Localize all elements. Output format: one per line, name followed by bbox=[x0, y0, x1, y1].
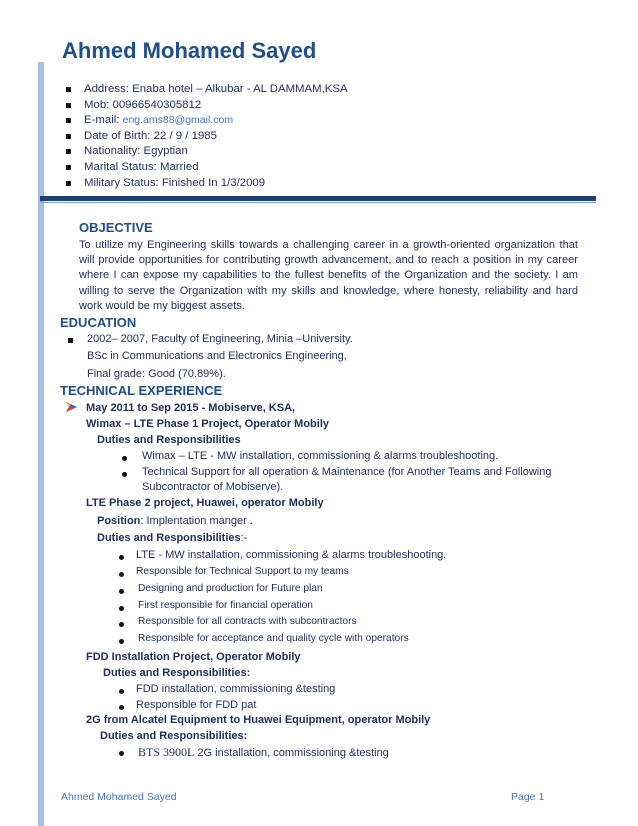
duty-3-2: Responsible for FDD pat bbox=[136, 699, 257, 711]
position-line bbox=[97, 515, 253, 527]
info-address: Address: Enaba hotel – Alkubar - AL DAMMAM,KSA bbox=[64, 82, 348, 98]
education-line-2: BSc in Communications and Electronics Engineering, bbox=[87, 350, 347, 362]
duty-2-3: Designing and production for Future plan bbox=[138, 583, 323, 594]
email-label: E-mail: bbox=[84, 114, 123, 127]
duty-1-1: Wimax – LTE - MW installation, commissioning & alarms troubleshooting. bbox=[142, 450, 499, 462]
duty-4-1-model: BTS 3900L bbox=[138, 745, 195, 759]
duty-4-1 bbox=[138, 745, 389, 760]
bullet-dot bbox=[119, 689, 124, 694]
personal-info-list bbox=[64, 82, 348, 191]
bullet-dot bbox=[119, 639, 124, 644]
project-3-title: FDD Installation Project, Operator Mobily bbox=[86, 651, 301, 663]
bullet-dot bbox=[119, 589, 124, 594]
left-accent-bar bbox=[38, 62, 44, 826]
bullet-dot bbox=[122, 456, 127, 461]
position-value: : Implentation manger . bbox=[140, 515, 253, 527]
duties-2-label: Duties and Responsibilities bbox=[97, 532, 241, 544]
duty-2-1: LTE - MW installation, commissioning & alarms troubleshooting. bbox=[136, 549, 447, 561]
info-nationality: Nationality: Egyptian bbox=[64, 144, 348, 160]
bullet-dot bbox=[119, 751, 124, 756]
duties-4-heading: Duties and Responsibilities: bbox=[100, 730, 248, 742]
duty-2-5: Responsible for all contracts with subcontractors bbox=[138, 616, 357, 627]
arrow-bullet-icon bbox=[65, 401, 79, 413]
job-1-title: May 2011 to Sep 2015 - Mobiserve, KSA, bbox=[86, 402, 296, 414]
bullet-dot bbox=[119, 572, 124, 577]
duties-1-heading: Duties and Responsibilities bbox=[97, 434, 241, 446]
project-2-title: LTE Phase 2 project, Huawei, operator Mobily bbox=[86, 497, 324, 509]
info-military: Military Status: Finished In 1/3/2009 bbox=[64, 176, 348, 192]
info-dob: Date of Birth: 22 / 9 / 1985 bbox=[64, 129, 348, 145]
duties-3-heading: Duties and Responsibilities: bbox=[103, 667, 251, 679]
project-4-title: 2G from Alcatel Equipment to Huawei Equipment, operator Mobily bbox=[86, 714, 431, 726]
duty-2-2: Responsible for Technical Support to my teams bbox=[136, 566, 349, 577]
duty-4-1-text: 2G installation, commissioning &testing bbox=[194, 747, 389, 759]
bullet-dot bbox=[119, 705, 124, 710]
duty-2-4: First responsible for financial operation bbox=[138, 600, 313, 611]
duty-1-2b: Subcontractor of Mobiserve). bbox=[142, 481, 284, 493]
experience-heading: TECHNICAL EXPERIENCE bbox=[60, 383, 223, 398]
duties-2-suffix: :- bbox=[240, 532, 248, 544]
duty-3-1: FDD installation, commissioning &testing bbox=[136, 683, 336, 695]
info-marital: Marital Status: Married bbox=[64, 160, 348, 176]
education-heading: EDUCATION bbox=[60, 315, 137, 330]
footer-name: Ahmed Mohamed Sayed bbox=[61, 791, 177, 803]
header-divider bbox=[40, 196, 596, 201]
bullet-dot bbox=[119, 622, 124, 627]
header-divider-thin bbox=[40, 202, 596, 203]
bullet-dot bbox=[122, 472, 127, 477]
email-link[interactable]: eng.ams88@gmail.com bbox=[122, 114, 234, 127]
candidate-name: Ahmed Mohamed Sayed bbox=[62, 38, 317, 63]
position-label: Position bbox=[97, 515, 141, 527]
education-line-1: 2002– 2007, Faculty of Engineering, Minia –University. bbox=[87, 333, 353, 345]
education-line-3: Final grade: Good (70.89%). bbox=[87, 368, 226, 380]
bullet-dot bbox=[119, 606, 124, 611]
duties-2-heading bbox=[97, 532, 247, 544]
info-email bbox=[64, 113, 348, 129]
duty-1-2a: Technical Support for all operation & Maintenance (for Another Teams and Following bbox=[142, 466, 552, 478]
duty-2-6: Responsible for acceptance and quality cycle with operators bbox=[138, 633, 409, 644]
objective-heading: OBJECTIVE bbox=[79, 220, 153, 235]
footer-page-number: Page 1 bbox=[511, 791, 545, 803]
objective-text: To utilize my Engineering skills towards a challenging career in a growth-oriented organization that will provide opportunities for contributing growth advancement, and to reach a position in my career where I can expose my capabilities to the fullest benefits of the Organization and the society. I am willing to serve the Organization with my skills and knowledge, where honesty, reliability and hard work would be my biggest assets. bbox=[79, 239, 578, 312]
bullet-dot bbox=[119, 555, 124, 560]
info-mobile: Mob: 00966540305812 bbox=[64, 98, 348, 114]
project-1-title: Wimax – LTE Phase 1 Project, Operator Mobily bbox=[86, 418, 329, 430]
